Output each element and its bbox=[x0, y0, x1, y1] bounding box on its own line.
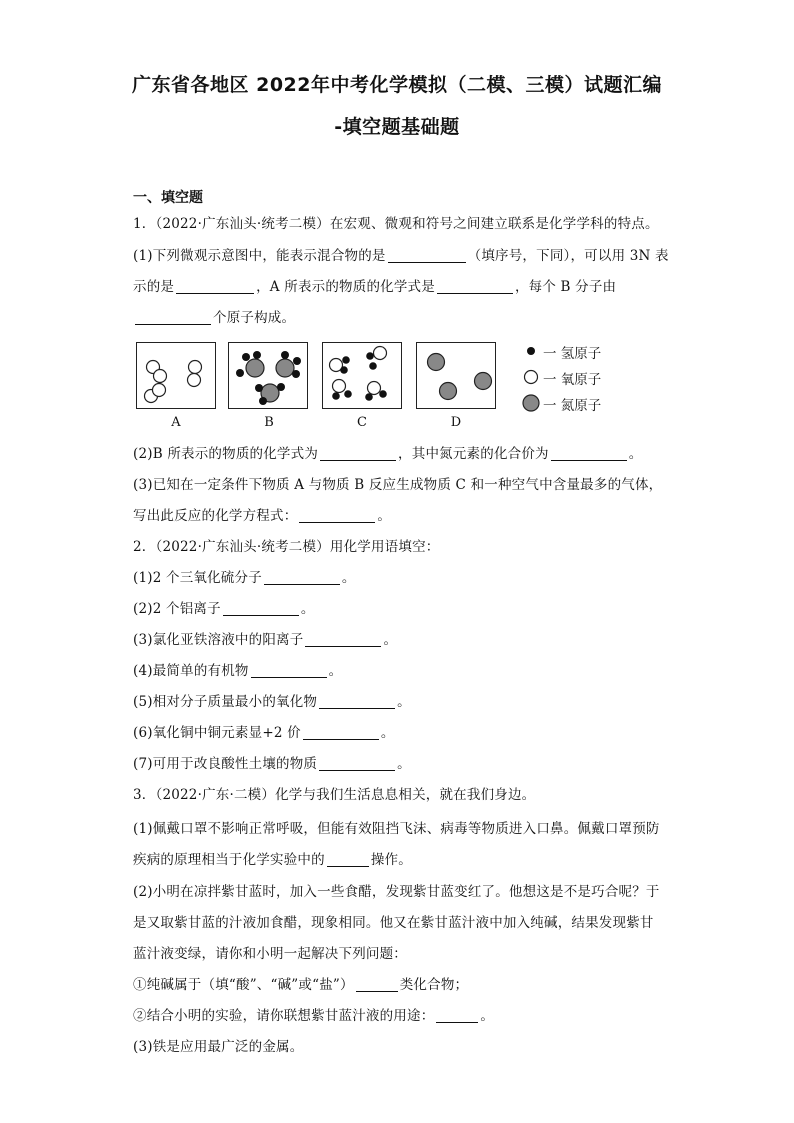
q3-part3: (3)铁是应用最广泛的金属。 bbox=[133, 1039, 304, 1055]
answer-blank[interactable] bbox=[327, 852, 369, 867]
period: 。 bbox=[397, 756, 411, 772]
answer-blank[interactable] bbox=[299, 508, 375, 523]
q3-stem: 3．（2022·广东·二模）化学与我们生活息息相关，就在我们身边。 bbox=[133, 787, 536, 803]
legend-oxygen: 一 氧原子 bbox=[543, 372, 602, 388]
box-label-b: B bbox=[264, 415, 274, 430]
answer-blank[interactable] bbox=[356, 977, 398, 992]
molecule-a-graphic bbox=[137, 343, 215, 408]
q2-item-text: (7)可用于改良酸性土壤的物质 bbox=[133, 756, 318, 772]
period: 。 bbox=[380, 725, 395, 741]
q1-part1-line1 bbox=[133, 244, 669, 264]
legend-hydrogen: 一 氢原子 bbox=[543, 346, 602, 362]
q1-part1-text-e: ，每个 B 分子由 bbox=[514, 279, 617, 295]
answer-blank[interactable] bbox=[319, 756, 395, 771]
q3-part2-line1: (2)小明在凉拌紫甘蓝时，加入一些食醋，发现紫甘蓝变红了。他想这是不是巧合呢？于 bbox=[133, 884, 660, 900]
q3-part2-line2: 是又取紫甘蓝的汁液加食醋，现象相同。他又在紫甘蓝汁液中加入纯碱，结果发现紫甘 bbox=[133, 915, 654, 931]
answer-blank[interactable] bbox=[388, 248, 466, 263]
answer-blank[interactable] bbox=[320, 446, 396, 461]
q3-part1-line2 bbox=[133, 848, 412, 868]
q1-part1-text-a: (1)下列微观示意图中，能表示混合物的是 bbox=[133, 248, 386, 264]
q2-item-text: (6)氧化铜中铜元素显+2 价 bbox=[133, 725, 301, 741]
molecule-d-graphic bbox=[417, 343, 495, 408]
q3-sub1 bbox=[133, 973, 468, 993]
q2-item bbox=[133, 752, 411, 772]
q1-part3-text-c: 。 bbox=[377, 508, 392, 524]
answer-blank[interactable] bbox=[223, 601, 299, 616]
oxygen-atom-icon bbox=[525, 371, 538, 384]
q3-sub1-text-b: 类化合物； bbox=[399, 977, 469, 993]
box-label-d: D bbox=[450, 415, 462, 430]
q2-item bbox=[133, 597, 315, 617]
q1-part2 bbox=[133, 442, 642, 462]
period: 。 bbox=[328, 663, 343, 679]
legend-symbols bbox=[520, 342, 542, 412]
q3-sub2-text-a: ②结合小明的实验，请你联想紫甘蓝汁液的用途： bbox=[133, 1008, 435, 1024]
q3-part2-line3: 蓝汁液变绿，请你和小明一起解决下列问题： bbox=[133, 946, 407, 962]
q1-part1-text-f: 个原子构成。 bbox=[213, 310, 296, 326]
answer-blank[interactable] bbox=[303, 725, 379, 740]
q2-item bbox=[133, 628, 397, 648]
box-label-c: C bbox=[357, 415, 367, 430]
q3-part1-text-b: 疾病的原理相当于化学实验中的 bbox=[133, 852, 325, 868]
nitrogen-atom-icon bbox=[523, 395, 539, 411]
period: 。 bbox=[383, 632, 398, 648]
q1-part1-text-c: 示的是 bbox=[133, 279, 175, 295]
q2-stem: 2．（2022·广东汕头·统考二模）用化学用语填空： bbox=[133, 539, 440, 555]
document-subtitle: -填空题基础题 bbox=[334, 116, 460, 138]
q3-sub2-text-b: 。 bbox=[480, 1008, 495, 1024]
molecule-box-a bbox=[136, 342, 216, 409]
q1-stem: 1．（2022·广东汕头·统考二模）在宏观、微观和符号之间建立联系是化学学科的特点。 bbox=[133, 216, 659, 232]
q1-part2-text-b: ，其中氮元素的化合价为 bbox=[398, 446, 549, 462]
answer-blank[interactable] bbox=[305, 632, 381, 647]
answer-blank[interactable] bbox=[251, 663, 327, 678]
hydrogen-atom-icon bbox=[527, 347, 535, 355]
answer-blank[interactable] bbox=[176, 279, 254, 294]
q2-item bbox=[133, 566, 356, 586]
molecule-b-graphic bbox=[229, 343, 307, 408]
q1-part3-line1: (3)已知在一定条件下物质 A 与物质 B 反应生成物质 C 和一种空气中含量最多的气体， bbox=[133, 477, 663, 493]
q2-item-text: (4)最简单的有机物 bbox=[133, 663, 249, 679]
q2-item-text: (1)2 个三氧化硫分子 bbox=[133, 570, 262, 586]
period: 。 bbox=[397, 694, 411, 710]
answer-blank[interactable] bbox=[436, 1008, 478, 1023]
q1-part1-text-b: （填序号，下同），可以用 3N 表 bbox=[467, 248, 669, 264]
q2-item bbox=[133, 690, 411, 710]
q1-part3-line2 bbox=[133, 504, 391, 524]
period: 。 bbox=[300, 601, 315, 617]
q3-part1-line1: (1)佩戴口罩不影响正常呼吸，但能有效阻挡飞沫、病毒等物质进入口鼻。佩戴口罩预防 bbox=[133, 821, 660, 837]
legend-nitrogen: 一 氮原子 bbox=[543, 398, 602, 414]
answer-blank[interactable] bbox=[437, 279, 513, 294]
q2-item-text: (2)2 个铝离子 bbox=[133, 601, 221, 617]
q1-part2-text-a: (2)B 所表示的物质的化学式为 bbox=[133, 446, 319, 462]
answer-blank[interactable] bbox=[551, 446, 627, 461]
q1-part2-text-c: 。 bbox=[628, 446, 643, 462]
section-heading: 一、填空题 bbox=[133, 190, 203, 206]
box-label-a: A bbox=[171, 415, 181, 430]
molecule-box-d bbox=[416, 342, 496, 409]
answer-blank[interactable] bbox=[319, 694, 395, 709]
q2-item-text: (3)氯化亚铁溶液中的阳离子 bbox=[133, 632, 304, 648]
answer-blank[interactable] bbox=[135, 310, 211, 325]
q2-item bbox=[133, 659, 342, 679]
q1-part1-line2 bbox=[133, 275, 616, 295]
molecule-c-graphic bbox=[323, 343, 401, 408]
q2-item-text: (5)相对分子质量最小的氧化物 bbox=[133, 694, 318, 710]
q1-part3-text-b: 写出此反应的化学方程式： bbox=[133, 508, 298, 524]
q1-part1-line3 bbox=[133, 306, 295, 326]
molecule-box-b bbox=[228, 342, 308, 409]
q3-sub1-text-a: ①纯碱属于（填“酸”、“碱”或“盐”） bbox=[133, 977, 354, 993]
q1-part1-text-d: ，A 所表示的物质的化学式是 bbox=[256, 279, 435, 295]
answer-blank[interactable] bbox=[264, 570, 340, 585]
q3-sub2 bbox=[133, 1004, 494, 1024]
period: 。 bbox=[341, 570, 356, 586]
q2-item bbox=[133, 721, 395, 741]
molecule-box-c bbox=[322, 342, 402, 409]
q3-part1-text-c: 操作。 bbox=[370, 852, 412, 868]
document-title: 广东省各地区 2022年中考化学模拟（二模、三模）试题汇编 bbox=[132, 74, 662, 96]
